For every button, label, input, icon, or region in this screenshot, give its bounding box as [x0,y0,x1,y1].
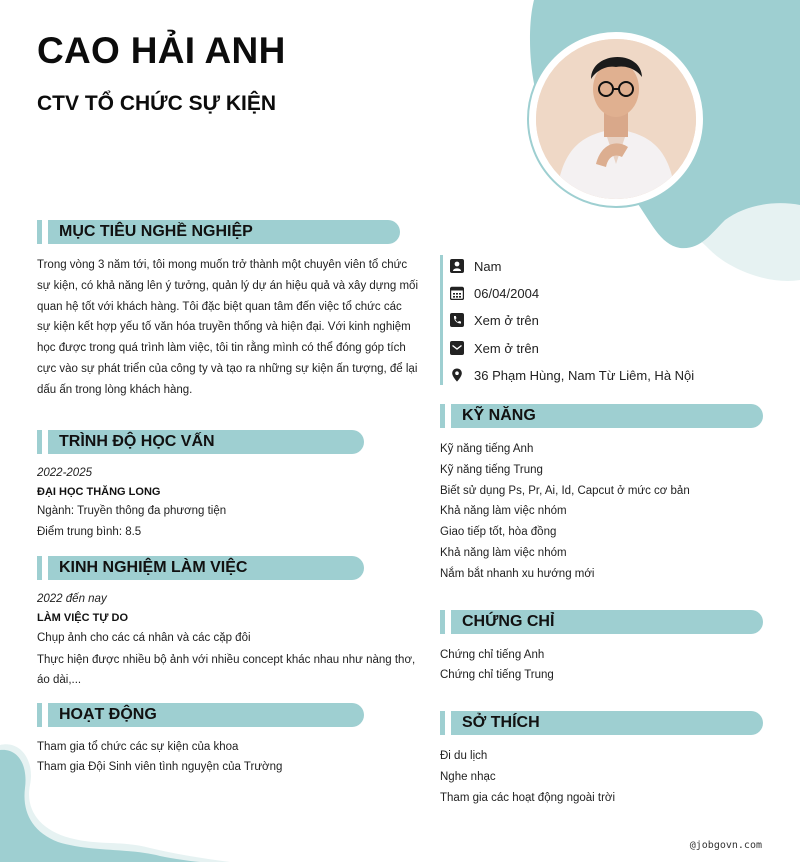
section-bar [37,703,42,727]
location-pin-icon [450,368,464,382]
contact-dob-text: 06/04/2004 [474,285,540,301]
section-certificates [440,610,763,634]
section-bar [37,220,42,244]
objective-line: quan hệ tốt với khách hàng. Tôi đặc biệt quan tâm đến việc tổ chức các [37,300,402,313]
avatar-illustration [536,39,696,199]
contact-gender [440,255,501,277]
certificate-item: Chứng chỉ tiếng Anh [440,649,545,661]
contact-phone [440,309,539,331]
objective-line: dấu ấn trong lòng khách hàng. [37,383,193,396]
section-hobbies [440,711,763,735]
section-title: KỸ NĂNG [451,404,763,428]
skill-item: Nắm bắt nhanh xu hướng mới [440,568,595,580]
hobby-item: Tham gia các hoạt động ngoài trời [440,792,616,804]
section-title: HOẠT ĐỘNG [48,703,364,727]
hobby-item: Nghe nhạc [440,771,496,783]
section-title: CHỨNG CHỈ [451,610,763,634]
education-gpa: Điểm trung bình: 8.5 [37,526,142,538]
phone-icon [450,313,464,327]
experience-line: áo dài,... [37,674,82,686]
section-skills [440,404,763,428]
skill-item: Kỹ năng tiếng Trung [440,464,543,476]
job-title: CTV TỔ CHỨC SỰ KIỆN [37,92,277,115]
avatar [536,39,696,199]
person-icon [450,259,464,273]
objective-line: cực vào sự phát triển của công ty và tạo ra những sự kiện ấn tượng, để lại [37,362,418,375]
contact-phone-text: Xem ở trên [474,312,539,328]
skill-item: Khả năng làm việc nhóm [440,547,567,559]
contact-address-text: 36 Phạm Hùng, Nam Từ Liêm, Hà Nội [474,367,695,383]
section-bar [440,404,445,428]
section-bar [37,430,42,454]
hobby-item: Đi du lịch [440,750,488,762]
experience-line: Thực hiện được nhiều bộ ảnh với nhiều concept khác nhau như nàng thơ, [37,654,416,666]
contact-gender-text: Nam [474,258,502,274]
section-title: MỤC TIÊU NGHỀ NGHIỆP [48,220,400,244]
section-title: TRÌNH ĐỘ HỌC VẤN [48,430,364,454]
objective-line: Trong vòng 3 năm tới, tôi mong muốn trở thành một chuyên viên tổ chức [37,259,408,271]
email-icon [450,341,464,355]
contact-address [440,364,694,386]
objective-line: học được trong quá trình làm việc, tôi tin rằng mình có thể đóng góp tích [37,342,406,355]
skill-item: Biết sử dụng Ps, Pr, Ai, Id, Capcut ở mức cơ bản [440,485,690,497]
section-activities [37,703,364,727]
contact-email-text: Xem ở trên [474,340,539,356]
watermark: @jobgovn.com [689,840,762,851]
experience-position: LÀM VIỆC TỰ DO [37,612,129,624]
candidate-name: CAO HẢI ANH [37,30,286,71]
activity-item: Tham gia tổ chức các sự kiện của khoa [37,741,239,753]
education-period: 2022-2025 [37,467,92,479]
objective-text [37,255,418,401]
section-bar [37,556,42,580]
skill-item: Kỹ năng tiếng Anh [440,443,534,455]
education-major: Ngành: Truyền thông đa phương tiện [37,505,227,517]
section-title: KINH NGHIỆM LÀM VIỆC [48,556,364,580]
certificate-item: Chứng chỉ tiếng Trung [440,669,554,681]
section-education [37,430,364,454]
contact-email [440,337,539,359]
section-objective [37,220,400,244]
section-bar [440,711,445,735]
calendar-icon [450,286,464,300]
activity-item: Tham gia Đội Sinh viên tình nguyện của Trường [37,761,283,773]
education-school: ĐẠI HỌC THĂNG LONG [37,486,161,498]
objective-line: sự kiện, có khả năng lên ý tưởng, quản lý dự án hiệu quả và xây dựng mối [37,279,419,292]
skill-item: Khả năng làm việc nhóm [440,505,567,517]
section-experience [37,556,364,580]
skill-item: Giao tiếp tốt, hòa đồng [440,526,557,538]
experience-line: Chụp ảnh cho các cá nhân và các cặp đôi [37,632,251,644]
objective-line: sự kiện kết hợp yếu tố văn hóa truyền thống và hiện đại. Với kinh nghiệm [37,321,411,334]
section-bar [440,610,445,634]
contact-dob [440,282,539,304]
experience-period: 2022 đến nay [37,593,107,605]
bottom-left-blob [0,740,260,862]
section-title: SỞ THÍCH [451,711,763,735]
